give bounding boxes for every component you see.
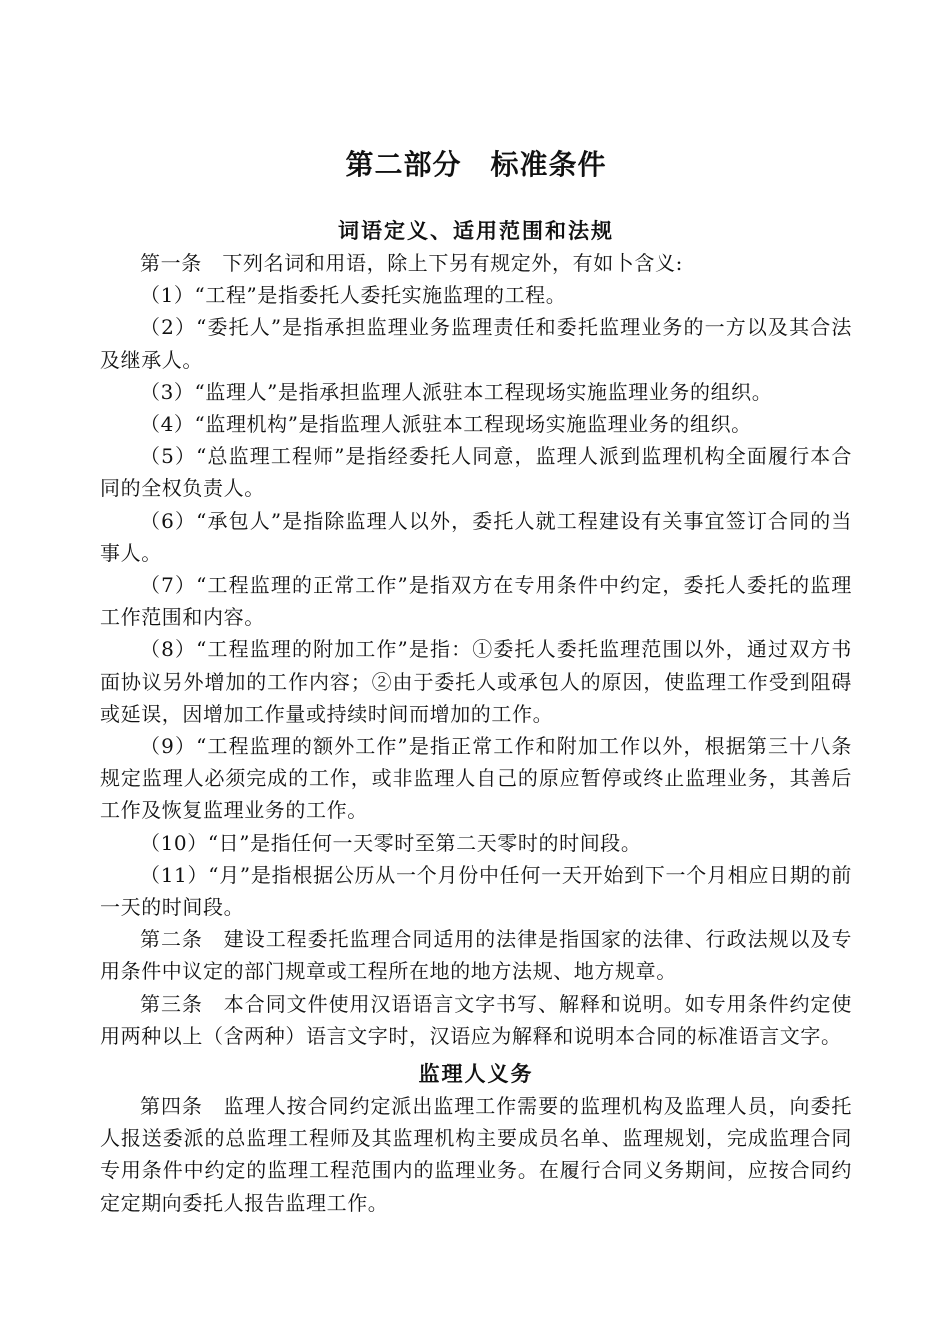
paragraph: （10）“日”是指任何一天零时至第二天零时的时间段。 [140, 830, 642, 855]
paragraph: （7）“工程监理的正常工作”是指双方在专用条件中约定，委托人委托的监理工作范围和内容。 [100, 573, 852, 630]
section-definitions [100, 215, 852, 1052]
paragraph: 第三条 本合同文件使用汉语语言文字书写、解释和说明。如专用条件约定使用两种以上（含两种）语言文字时，汉语应为解释和说明本合同的标准语言文字。 [100, 991, 852, 1048]
paragraph: （3）“监理人”是指承担监理人派驻本工程现场实施监理业务的组织。 [140, 379, 773, 404]
section-title: 词语定义、适用范围和法规 [338, 218, 614, 243]
paragraph: 第四条 监理人按合同约定派出监理工作需要的监理机构及监理人员，向委托人报送委派的总监理工程师及其监理机构主要成员名单、监理规划，完成监理合同专用条件中约定的监理工程范围内的监理业务。在履行合同义务期间，应按合同约定定期向委托人报告监理工作。 [100, 1094, 852, 1215]
paragraph: （2）“委托人”是指承担监理业务监理责任和委托监理业务的一方以及其合法及继承人。 [100, 315, 852, 372]
section-title: 监理人义务 [418, 1061, 534, 1087]
paragraph: （8）“工程监理的附加工作”是指：①委托人委托监理范围以外，通过双方书面协议另外增加的工作内容；②由于委托人或承包人的原因，使监理工作受到阻碍或延误，因增加工作量或持续时间而增加的工作。 [100, 637, 852, 726]
paragraph: （6）“承包人”是指除监理人以外，委托人就工程建设有关事宜签订合同的当事人。 [100, 508, 852, 565]
paragraph: （1）“工程”是指委托人委托实施监理的工程。 [140, 283, 567, 308]
document-page [100, 145, 852, 1219]
paragraph: 第一条 下列名词和用语，除上下另有规定外，有如卜含义: [140, 251, 683, 275]
part-title: 第二部分 标准条件 [345, 148, 607, 181]
paragraph: （4）“监理机构”是指监理人派驻本工程现场实施监理业务的组织。 [140, 412, 752, 437]
paragraph: （5）“总监理工程师”是指经委托人同意，监理人派到监理机构全面履行本合同的全权负责人。 [100, 444, 852, 501]
paragraph: （9）“工程监理的额外工作”是指正常工作和附加工作以外，根据第三十八条规定监理人必须完成的工作，或非监理人自己的原应暂停或终止监理业务，其善后工作及恢复监理业务的工作。 [100, 734, 852, 823]
paragraph: （11）“月”是指根据公历从一个月份中任何一天开始到下一个月相应日期的前一天的时间段。 [100, 862, 852, 920]
paragraph: 第二条 建设工程委托监理合同适用的法律是指国家的法律、行政法规以及专用条件中议定的部门规章或工程所在地的地方法规、地方规章。 [100, 927, 852, 984]
section-supervisor-obligations [100, 1058, 852, 1219]
